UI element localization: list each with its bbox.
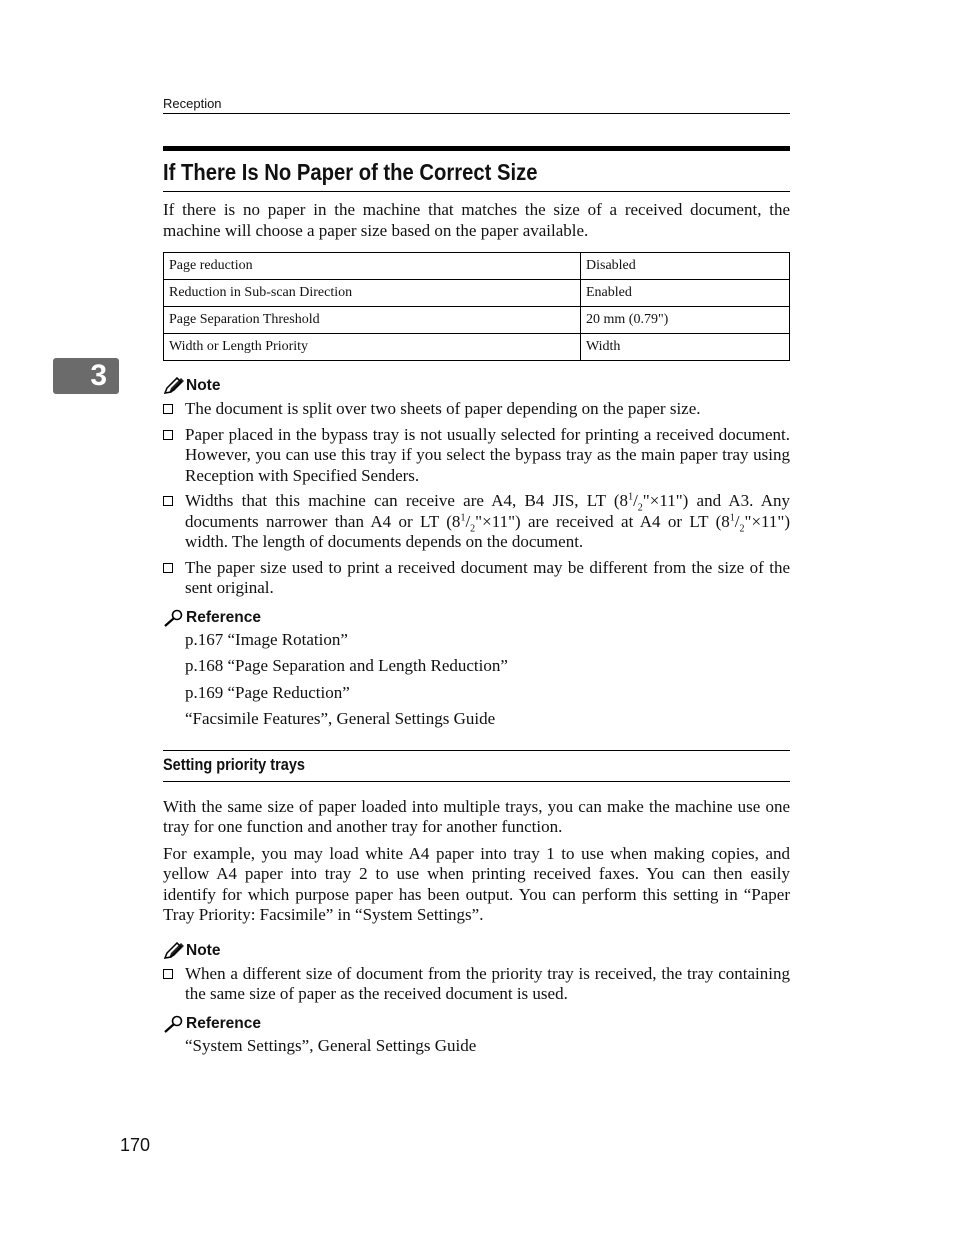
pencil-icon: [163, 942, 185, 960]
page-content: [163, 146, 790, 1062]
note-list: [163, 399, 790, 599]
reference-link[interactable]: p.168 “Page Separation and Length Reduction”: [185, 656, 508, 675]
list-item: The paper size used to print a received document may be different from the size of the sent original.: [163, 558, 790, 599]
checkbox-icon: [163, 969, 173, 979]
reference-link[interactable]: “Facsimile Features”, General Settings Guide: [185, 709, 496, 728]
list-item: Widths that this machine can receive are A4, B4 JIS, LT $(8^1/_2"\times 11")$ and A3. Any documents narrower than A4 or LT $(8^1/_2"\times 11")$ are received at A4 or LT $(8^1/_2"\times 11")$ width. The length of documents depends on the document.: [163, 491, 790, 553]
list-item: Paper placed in the bypass tray is not usually selected for printing a received document. However, you can use this tray if you select the bypass tray as the main paper tray using Reception with Specified Senders.: [163, 425, 790, 487]
running-head: Reception: [163, 96, 790, 114]
checkbox-icon: [163, 404, 173, 414]
page-number: 170: [120, 1135, 151, 1155]
table-cell-setting: Page Separation Threshold: [164, 307, 581, 334]
subsection-heading: [163, 750, 790, 782]
note-label: [163, 377, 790, 395]
reference-label: [163, 1015, 790, 1033]
pencil-icon: [163, 377, 185, 395]
checkbox-icon: [163, 563, 173, 573]
reference-link[interactable]: p.169 “Page Reduction”: [185, 682, 350, 702]
reference-link[interactable]: “System Settings”, General Settings Guide: [185, 1035, 477, 1055]
table-row: [164, 307, 790, 334]
reference-label-text: Reference: [186, 608, 261, 626]
settings-table: [163, 252, 790, 361]
list-item: The document is split over two sheets of paper depending on the paper size.: [163, 399, 790, 420]
reference-label-text: Reference: [186, 1014, 261, 1032]
checkbox-icon: [163, 430, 173, 440]
table-cell-setting: Reduction in Sub-scan Direction: [164, 280, 581, 307]
note-label-text: Note: [186, 377, 221, 394]
note-label-text: Note: [186, 941, 221, 959]
list-item: When a different size of document from the priority tray is received, the tray containing the same size of paper as the received document is used.: [163, 964, 790, 1005]
note-list: [163, 964, 790, 1005]
magnifier-icon: [163, 1015, 185, 1033]
reference-list: [185, 630, 790, 730]
table-cell-value: Enabled: [581, 280, 790, 307]
table-row: [164, 253, 790, 280]
table-cell-value: Disabled: [581, 253, 790, 280]
reference-label: [163, 609, 790, 627]
table-row: [164, 334, 790, 361]
heading-rule: [163, 146, 790, 151]
table-cell-value: 20 mm (0.79"): [581, 307, 790, 334]
checkbox-icon: [163, 496, 173, 506]
magnifier-icon: [163, 609, 185, 627]
table-cell-setting: Width or Length Priority: [164, 334, 581, 361]
section-title: If There Is No Paper of the Correct Size: [163, 159, 538, 185]
subsection-paragraph: With the same size of paper loaded into multiple trays, you can make the machine use one tray for one function and another tray for another function.: [163, 796, 790, 836]
table-cell-setting: Page reduction: [164, 253, 581, 280]
subsection-paragraph: For example, you may load white A4 paper into tray 1 to use when making copies, and yellow A4 paper into tray 2 to use when printing received faxes. You can then easily identify for which purpose paper has been output. You can perform this setting in “Paper Tray Priority: Facsimile” in “System Settings”.: [163, 843, 790, 924]
table-row: [164, 280, 790, 307]
note-label: [163, 942, 790, 960]
subsection-title: Setting priority trays: [163, 755, 306, 774]
table-cell-value: Width: [581, 334, 790, 361]
section-heading: [163, 159, 790, 192]
chapter-tab: 3: [53, 358, 119, 394]
intro-paragraph: If there is no paper in the machine that matches the size of a received document, the machine will choose a paper size based on the paper available.: [163, 200, 790, 240]
reference-link[interactable]: p.167 “Image Rotation”: [185, 629, 348, 649]
reference-list: [185, 1036, 790, 1057]
